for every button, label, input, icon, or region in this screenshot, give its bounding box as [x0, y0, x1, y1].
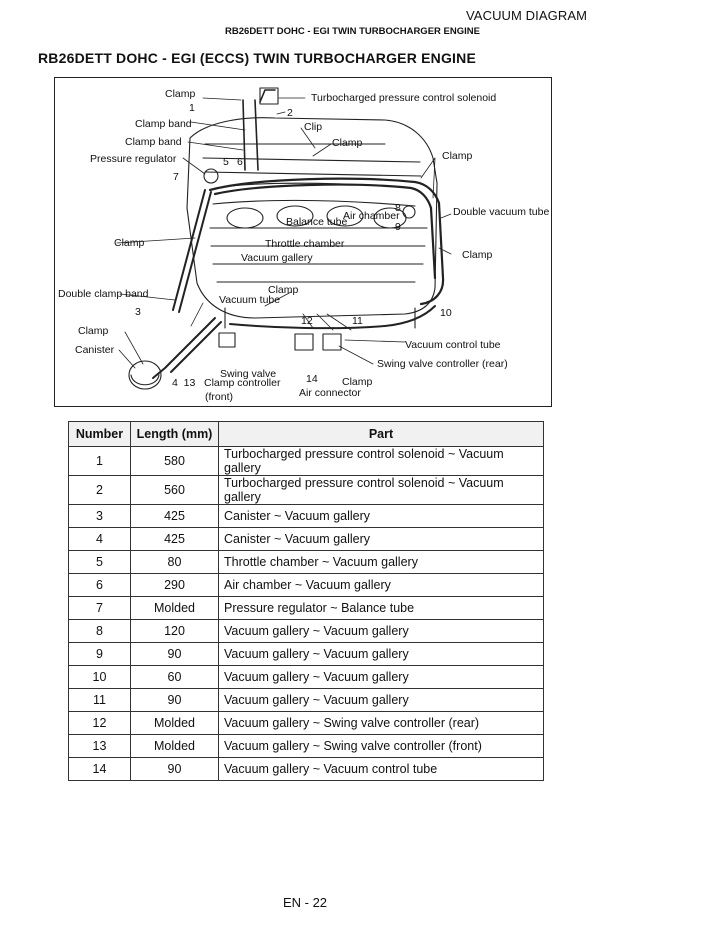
label-hose-4-13: 4 13 [172, 377, 196, 389]
label-double-clamp-band: Double clamp band [58, 288, 149, 300]
label-clamp-left: Clamp [114, 237, 145, 249]
label-front: (front) [205, 391, 234, 403]
label-clamp-band-1: Clamp band [135, 118, 192, 130]
header-part: Part [219, 422, 544, 447]
cell-part: Vacuum gallery ~ Vacuum control tube [219, 758, 544, 781]
cell-number: 7 [69, 597, 131, 620]
table-row [69, 666, 544, 689]
label-throttle-chamber: Throttle chamber [265, 238, 345, 250]
header-number: Number [69, 422, 131, 447]
table-row [69, 551, 544, 574]
cell-length: 425 [131, 505, 219, 528]
cell-number: 8 [69, 620, 131, 643]
table-row [69, 476, 544, 505]
table-row [69, 505, 544, 528]
table-row [69, 620, 544, 643]
label-clamp-canister: Clamp [78, 325, 109, 337]
cell-length: 90 [131, 689, 219, 712]
table-row [69, 528, 544, 551]
label-clamp-lower: Clamp [268, 284, 299, 296]
label-clip: Clip [304, 121, 323, 133]
label-swing-valve: Swing valve [220, 368, 277, 380]
label-hose-8: 8 [395, 202, 401, 214]
cell-part: Vacuum gallery ~ Vacuum gallery [219, 643, 544, 666]
label-double-vacuum-tube: Double vacuum tube [453, 206, 550, 218]
cell-length: 90 [131, 643, 219, 666]
cell-number: 1 [69, 447, 131, 476]
label-clamp-controller: Clamp controller [204, 377, 281, 389]
table-header-row [69, 422, 544, 447]
page-number: EN - 22 [282, 895, 328, 910]
cell-part: Vacuum gallery ~ Vacuum gallery [219, 620, 544, 643]
label-air-chamber: Air chamber [343, 210, 400, 222]
cell-number: 14 [69, 758, 131, 781]
cell-number: 10 [69, 666, 131, 689]
hose-length-table [68, 421, 544, 781]
cell-length: 120 [131, 620, 219, 643]
cell-part: Vacuum gallery ~ Vacuum gallery [219, 689, 544, 712]
cell-number: 2 [69, 476, 131, 505]
running-header [0, 26, 717, 37]
label-vacuum-gallery: Vacuum gallery [241, 252, 313, 264]
label-hose-2: 2 [287, 107, 293, 119]
table-row [69, 689, 544, 712]
cell-part: Turbocharged pressure control solenoid ~ Vacuum gallery [219, 447, 544, 476]
cell-length: 60 [131, 666, 219, 689]
label-hose-11: 11 [352, 315, 363, 327]
label-clamp-mid: Clamp [332, 137, 363, 149]
cell-length: 560 [131, 476, 219, 505]
cell-number: 11 [69, 689, 131, 712]
cell-length: Molded [131, 597, 219, 620]
cell-length: 580 [131, 447, 219, 476]
cell-part: Turbocharged pressure control solenoid ~ Vacuum gallery [219, 476, 544, 505]
label-air-connector: Air connector [299, 387, 361, 399]
cell-part: Vacuum gallery ~ Swing valve controller (rear) [219, 712, 544, 735]
cell-part: Throttle chamber ~ Vacuum gallery [219, 551, 544, 574]
label-clamp-band-2: Clamp band [125, 136, 182, 148]
cell-number: 3 [69, 505, 131, 528]
table-row [69, 758, 544, 781]
label-clamp-right-top: Clamp [442, 150, 473, 162]
label-vacuum-control-tube: Vacuum control tube [405, 339, 501, 351]
cell-part: Vacuum gallery ~ Swing valve controller (front) [219, 735, 544, 758]
page-title: RB26DETT DOHC - EGI (ECCS) TWIN TURBOCHARGER ENGINE [38, 50, 476, 66]
cell-part: Pressure regulator ~ Balance tube [219, 597, 544, 620]
cell-part: Canister ~ Vacuum gallery [219, 505, 544, 528]
label-clamp-right-mid: Clamp [462, 249, 493, 261]
label-hose-9: 9 [395, 221, 401, 233]
running-header-text: RB26DETT DOHC - EGI TWIN TURBOCHARGER ENGINE [225, 26, 480, 37]
cell-length: 425 [131, 528, 219, 551]
label-hose-6: 6 [237, 156, 243, 168]
cell-length: 290 [131, 574, 219, 597]
label-vacuum-tube: Vacuum tube [219, 294, 281, 306]
label-hose-7: 7 [173, 171, 179, 183]
table-row [69, 735, 544, 758]
cell-length: 90 [131, 758, 219, 781]
cell-number: 4 [69, 528, 131, 551]
label-hose-10: 10 [440, 307, 452, 319]
cell-number: 6 [69, 574, 131, 597]
label-hose-3: 3 [135, 306, 141, 318]
cell-length: Molded [131, 712, 219, 735]
label-pressure-regulator: Pressure regulator [90, 153, 177, 165]
table-row [69, 712, 544, 735]
label-hose-1: 1 [189, 102, 195, 114]
label-turbo-solenoid: Turbocharged pressure control solenoid [311, 92, 497, 104]
cell-length: 80 [131, 551, 219, 574]
cell-part: Vacuum gallery ~ Vacuum gallery [219, 666, 544, 689]
cell-number: 9 [69, 643, 131, 666]
vacuum-diagram-figure [54, 77, 552, 407]
label-balance-tube: Balance tube [286, 216, 348, 228]
cell-part: Canister ~ Vacuum gallery [219, 528, 544, 551]
cell-length: Molded [131, 735, 219, 758]
cell-part: Air chamber ~ Vacuum gallery [219, 574, 544, 597]
header-length: Length (mm) [131, 422, 219, 447]
label-hose-5: 5 [223, 156, 229, 168]
label-clamp-bottom: Clamp [342, 376, 373, 388]
cell-number: 13 [69, 735, 131, 758]
table-row [69, 643, 544, 666]
cell-number: 5 [69, 551, 131, 574]
table-row [69, 597, 544, 620]
label-clamp-top: Clamp [165, 88, 196, 100]
table-row [69, 574, 544, 597]
label-hose-12: 12 [301, 315, 313, 327]
cell-number: 12 [69, 712, 131, 735]
table-row [69, 447, 544, 476]
label-canister: Canister [75, 344, 115, 356]
label-swing-valve-rear: Swing valve controller (rear) [377, 358, 508, 370]
label-hose-14: 14 [306, 373, 318, 385]
section-title: VACUUM DIAGRAM [466, 8, 588, 23]
